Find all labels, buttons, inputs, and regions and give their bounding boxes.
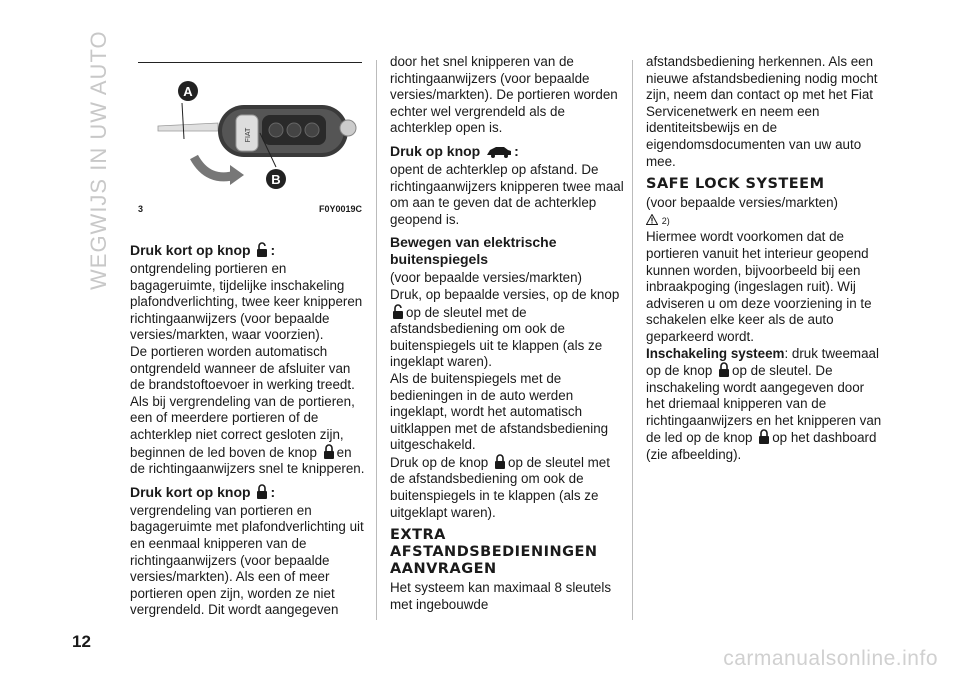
- heading-mirrors: Bewegen van elektrische buitenspiegels: [390, 234, 557, 268]
- key-fob-illustration: [138, 63, 362, 203]
- paragraph: De portieren worden automatisch ontgrendeld wanneer de afsluiter van de brandstoftoevoer in werking treedt.: [130, 343, 355, 393]
- trunk-icon: [486, 144, 512, 158]
- pointer-line-a: [182, 103, 184, 139]
- column-divider: [376, 60, 377, 620]
- warning-reference: [646, 212, 882, 230]
- paragraph: Het systeem kan maximaal 8 sleutels met ingebouwde: [390, 580, 612, 612]
- column-2: [390, 54, 624, 613]
- section-sidebar-title: [86, 30, 112, 290]
- label-b-text: B: [271, 172, 281, 187]
- heading-trunk: Druk op knop :: [390, 142, 519, 159]
- lock-button-icon: [287, 123, 301, 137]
- paragraph: Inschakeling systeem: druk tweemaal op de knop op de sleutel. De inschakeling wordt aangegeven door het driemaal knipperen van de richtingaanwijzers en het knipperen van de led op de knop op het dashboard (zie afbeelding).: [646, 345, 882, 463]
- page-number: 12: [72, 632, 91, 651]
- paragraph: Druk, op bepaalde versies, op de knop op de sleutel met de afstandsbediening om ook de buitenspiegels uit te klappen (als ze ingeklapt waren).: [390, 286, 620, 370]
- lock-icon: [718, 362, 730, 378]
- warning-triangle-icon: [646, 214, 658, 225]
- trunk-button-icon: [305, 123, 319, 137]
- heading-unlock: Druk kort op knop :: [130, 242, 276, 258]
- paragraph: afstandsbediening herkennen. Als een nieuwe afstandsbediening nodig mocht zijn, neem dan contact op met het Fiat Servicenetwerk en neem een identiteitsbewijs en de eigendomsdocumenten van uw auto mee.: [646, 54, 878, 169]
- column-3: [646, 54, 882, 464]
- lock-icon: [758, 429, 770, 445]
- unlock-icon: [392, 304, 404, 320]
- label-a-text: A: [183, 84, 193, 99]
- figure-number: 3: [138, 204, 144, 214]
- unlock-icon: [256, 242, 268, 258]
- watermark: carmanualsonline.info: [723, 647, 938, 670]
- sidebar-title: WEGWIJS IN UW AUTO: [86, 30, 111, 290]
- inline-heading: Inschakeling systeem: [646, 345, 785, 361]
- unlock-button-icon: [269, 123, 283, 137]
- paragraph: Als de buitenspiegels met de bedieningen in de auto werden ingeklapt, wordt het automatisch uitklappen met de afstandsbediening uitgeschakeld.: [390, 370, 609, 453]
- brand-logo-text: FIAT: [245, 127, 252, 143]
- paragraph: Hiermee wordt voorkomen dat de portieren vanuit het interieur geopend kunnen worden, bijvoorbeeld bij een inbraakpoging (ingeslagen ruit). Wij adviseren u om deze voorziening in te schakelen elke keer als de auto geparkeerd wordt.: [646, 229, 872, 344]
- paragraph: Druk op de knop op de sleutel met de afstandsbediening om ook de buitenspiegels in te klappen (als ze uitgeklapt waren).: [390, 454, 610, 520]
- lock-icon: [256, 484, 268, 500]
- paragraph: door het snel knipperen van de richtingaanwijzers (voor bepaalde versies/markten). De portieren worden echter wel vergrendeld als de achterklep open is.: [390, 54, 618, 136]
- heading-safe-lock: SAFE LOCK SYSTEEM: [646, 176, 825, 193]
- paragraph: opent de achterklep op afstand. De richtingaanwijzers knipperen twee maal om aan te geven dat de achterklep geopend is.: [390, 161, 624, 227]
- heading-extra-remotes: EXTRA AFSTANDSBEDIENINGEN AANVRAGEN: [390, 527, 598, 578]
- paragraph: (voor bepaalde versies/markten): [390, 270, 583, 286]
- key-figure: [138, 62, 362, 203]
- lock-icon: [323, 444, 335, 460]
- paragraph: ontgrendeling portieren en bagageruimte, tijdelijke inschakeling plafondverlichting, twee keer knipperen richtingaanwijzers (voor bepaalde versies/markten, waar voorzien).: [130, 261, 363, 343]
- paragraph: (voor bepaalde versies/markten): [646, 195, 839, 211]
- paragraph: Als bij vergrendeling van de portieren, een of meerdere portieren of de achterklep niet correct gesloten zijn, beginnen de led boven de knop en de richtingaanwijzers snel te knipperen.: [130, 393, 365, 477]
- paragraph: vergrendeling van portieren en bagageruimte met plafondverlichting uit en eenmaal knipperen van de richtingaanwijzers (voor bepaalde versies/markten). Als een of meer portieren open zijn, worden ze niet vergrendeld. Dit wordt aangegeven: [130, 502, 364, 618]
- figure-code: F0Y0019C: [318, 204, 362, 214]
- key-blade: [158, 123, 218, 131]
- rotation-arrow-icon: [194, 157, 236, 177]
- column-divider: [632, 60, 633, 620]
- column-1: [130, 236, 366, 619]
- heading-lock: Druk kort op knop :: [130, 483, 276, 500]
- warning-ref-number: 2): [661, 215, 670, 226]
- lock-icon: [494, 454, 506, 470]
